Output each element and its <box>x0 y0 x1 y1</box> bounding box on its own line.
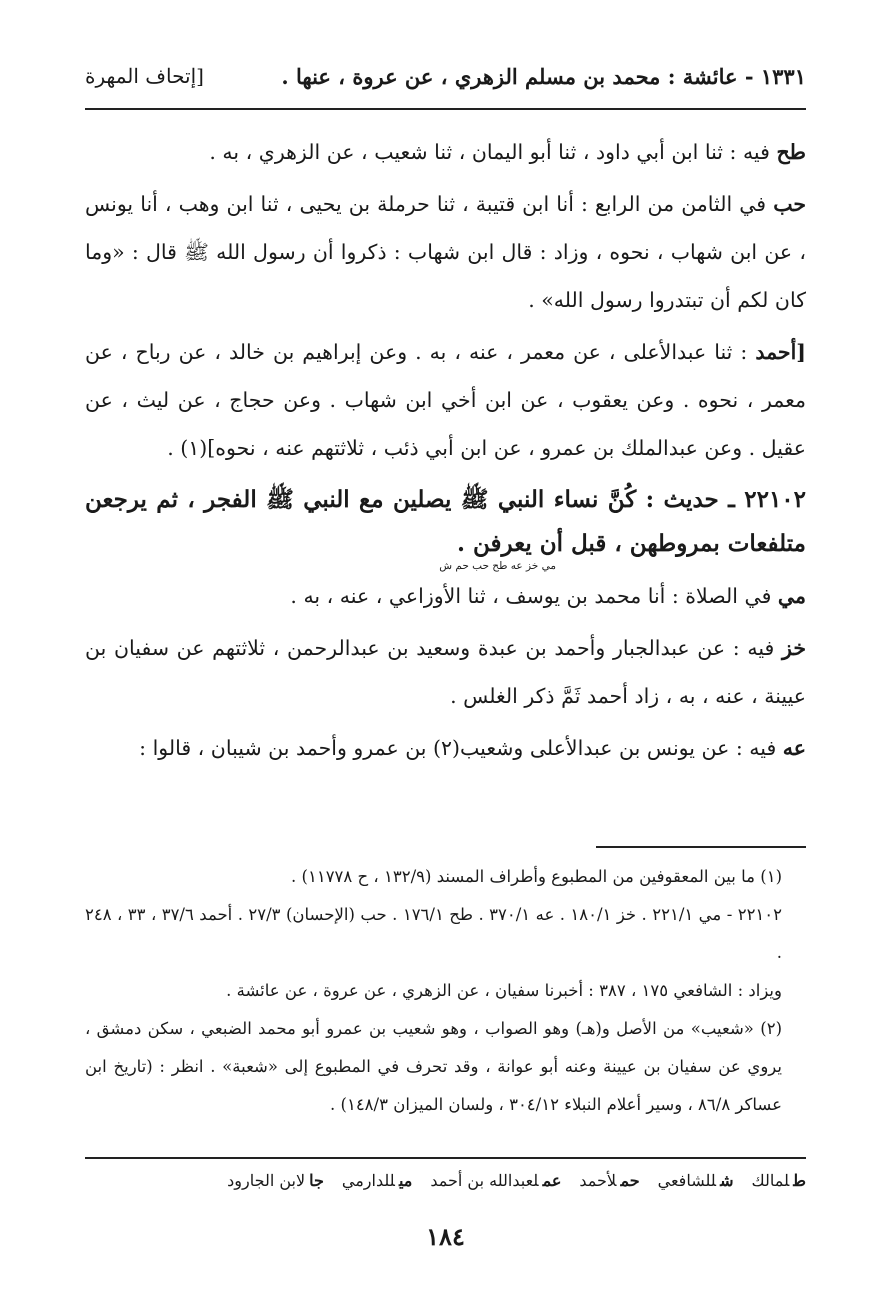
paragraph: حب في الثامن من الرابع : أنا ابن قتيبة ، ثنا حرملة بن يحيى ، ثنا ابن وهب ، أنا يونس ، عن ابن شهاب ، نحوه ، وزاد : قال ابن شهاب : ذكروا أن رسول الله ﷺ قال : «وما كان لكم أن تبتدروا رسول الله» . <box>85 192 806 312</box>
paragraph: خز فيه : عن عبدالجبار وأحمد بن عبدة وسعيد بن عبدالرحمن ، ثلاثتهم عن سفيان بن عيينة ، عنه ، به ، زاد أحمد ثَمَّ ذكر الغلس . <box>85 636 806 708</box>
source-siglum: [أحمد <box>755 340 806 364</box>
hadith-sigla: مي خز عه طح حب حم ش <box>439 560 556 572</box>
legend-rule <box>85 1157 806 1159</box>
legend-item: شللشافعي <box>657 1171 734 1190</box>
footnote: ويزاد : الشافعي ١٧٥ ، ٣٨٧ : أخبرنا سفيان ، عن الزهري ، عن عروة ، عن عائشة . <box>226 981 782 1000</box>
source-siglum: عه <box>782 736 806 760</box>
running-title: ١٣٣١ - عائشة : محمد بن مسلم الزهري ، عن عروة ، عنها . <box>281 63 806 89</box>
legend-item: جالابن الجارود <box>227 1171 324 1190</box>
book-title: [إتحاف المهرة <box>85 64 204 88</box>
page-header <box>85 56 806 96</box>
source-siglum: حب <box>773 192 806 216</box>
paragraph: طح فيه : ثنا ابن أبي داود ، ثنا أبو اليمان ، ثنا شعيب ، عن الزهري ، به . <box>209 140 806 164</box>
header-rule <box>85 108 806 110</box>
hadith-entry <box>85 478 806 572</box>
sigla-legend <box>85 1164 806 1198</box>
page-number: ١٨٤ <box>426 1222 465 1251</box>
legend-item: ميللدارمي <box>341 1171 413 1190</box>
footnote-rule <box>596 846 806 848</box>
footnotes <box>85 858 806 1124</box>
source-siglum: طح <box>776 140 806 164</box>
hadith-text: كُنَّ نساء النبي ﷺ يصلين مع النبي ﷺ الفجر ، ثم يرجعن متلفعات بمروطهن ، قبل أن يعرفن . <box>85 486 806 557</box>
legend-item: طلمالك <box>751 1171 806 1190</box>
legend-item: عملعبدالله بن أحمد <box>430 1171 562 1190</box>
paragraph: عه فيه : عن يونس بن عبدالأعلى وشعيب(٢) بن عمرو وأحمد بن شيبان ، قالوا : <box>139 736 806 760</box>
source-siglum: مي <box>777 584 806 608</box>
footnote: ٢٢١٠٢ - مي ٢٢١/١ . خز ١٨٠/١ . عه ٣٧٠/١ . طح ١٧٦/١ . حب (الإحسان) ٢٧/٣ . أحمد ٣٧/٦ ، ٣٣ ، ٢٤٨ . <box>85 905 783 962</box>
paragraph: مي في الصلاة : أنا محمد بن يوسف ، ثنا الأوزاعي ، عنه ، به . <box>290 584 806 608</box>
source-siglum: خز <box>782 636 806 660</box>
legend-item: حملأحمد <box>579 1171 640 1190</box>
footnote: (١) ما بين المعقوفين من المطبوع وأطراف المسند (١٣٢/٩ ، ح ١١٧٧٨) . <box>291 867 782 886</box>
paragraph: [أحمد : ثنا عبدالأعلى ، عن معمر ، عنه ، به . وعن إبراهيم بن خالد ، عن رباح ، عن معمر ، نحوه . وعن يعقوب ، عن ابن أخي ابن شهاب . وعن حجاج ، عن ليث ، عن عقيل . وعن عبدالملك بن عمرو ، عن ابن أبي ذئب ، ثلاثتهم عنه ، نحوه](١) . <box>85 340 806 460</box>
hadith-number: ٢٢١٠٢ ـ حديث : <box>645 486 807 513</box>
main-text <box>85 128 806 776</box>
footnote: (٢) «شعيب» من الأصل و(هـ) وهو الصواب ، وهو شعيب بن عمرو أبو محمد الضبعي ، سكن دمشق ، يروي عن سفيان بن عيينة وعنه أبو عوانة ، وقد تحرف في المطبوع إلى «شعبة» . انظر : (تاريخ ابن عساكر ٨٦/٨ ، وسير أعلام النبلاء ٣٠٤/١٢ ، ولسان الميزان ١٤٨/٣) . <box>85 1019 782 1114</box>
